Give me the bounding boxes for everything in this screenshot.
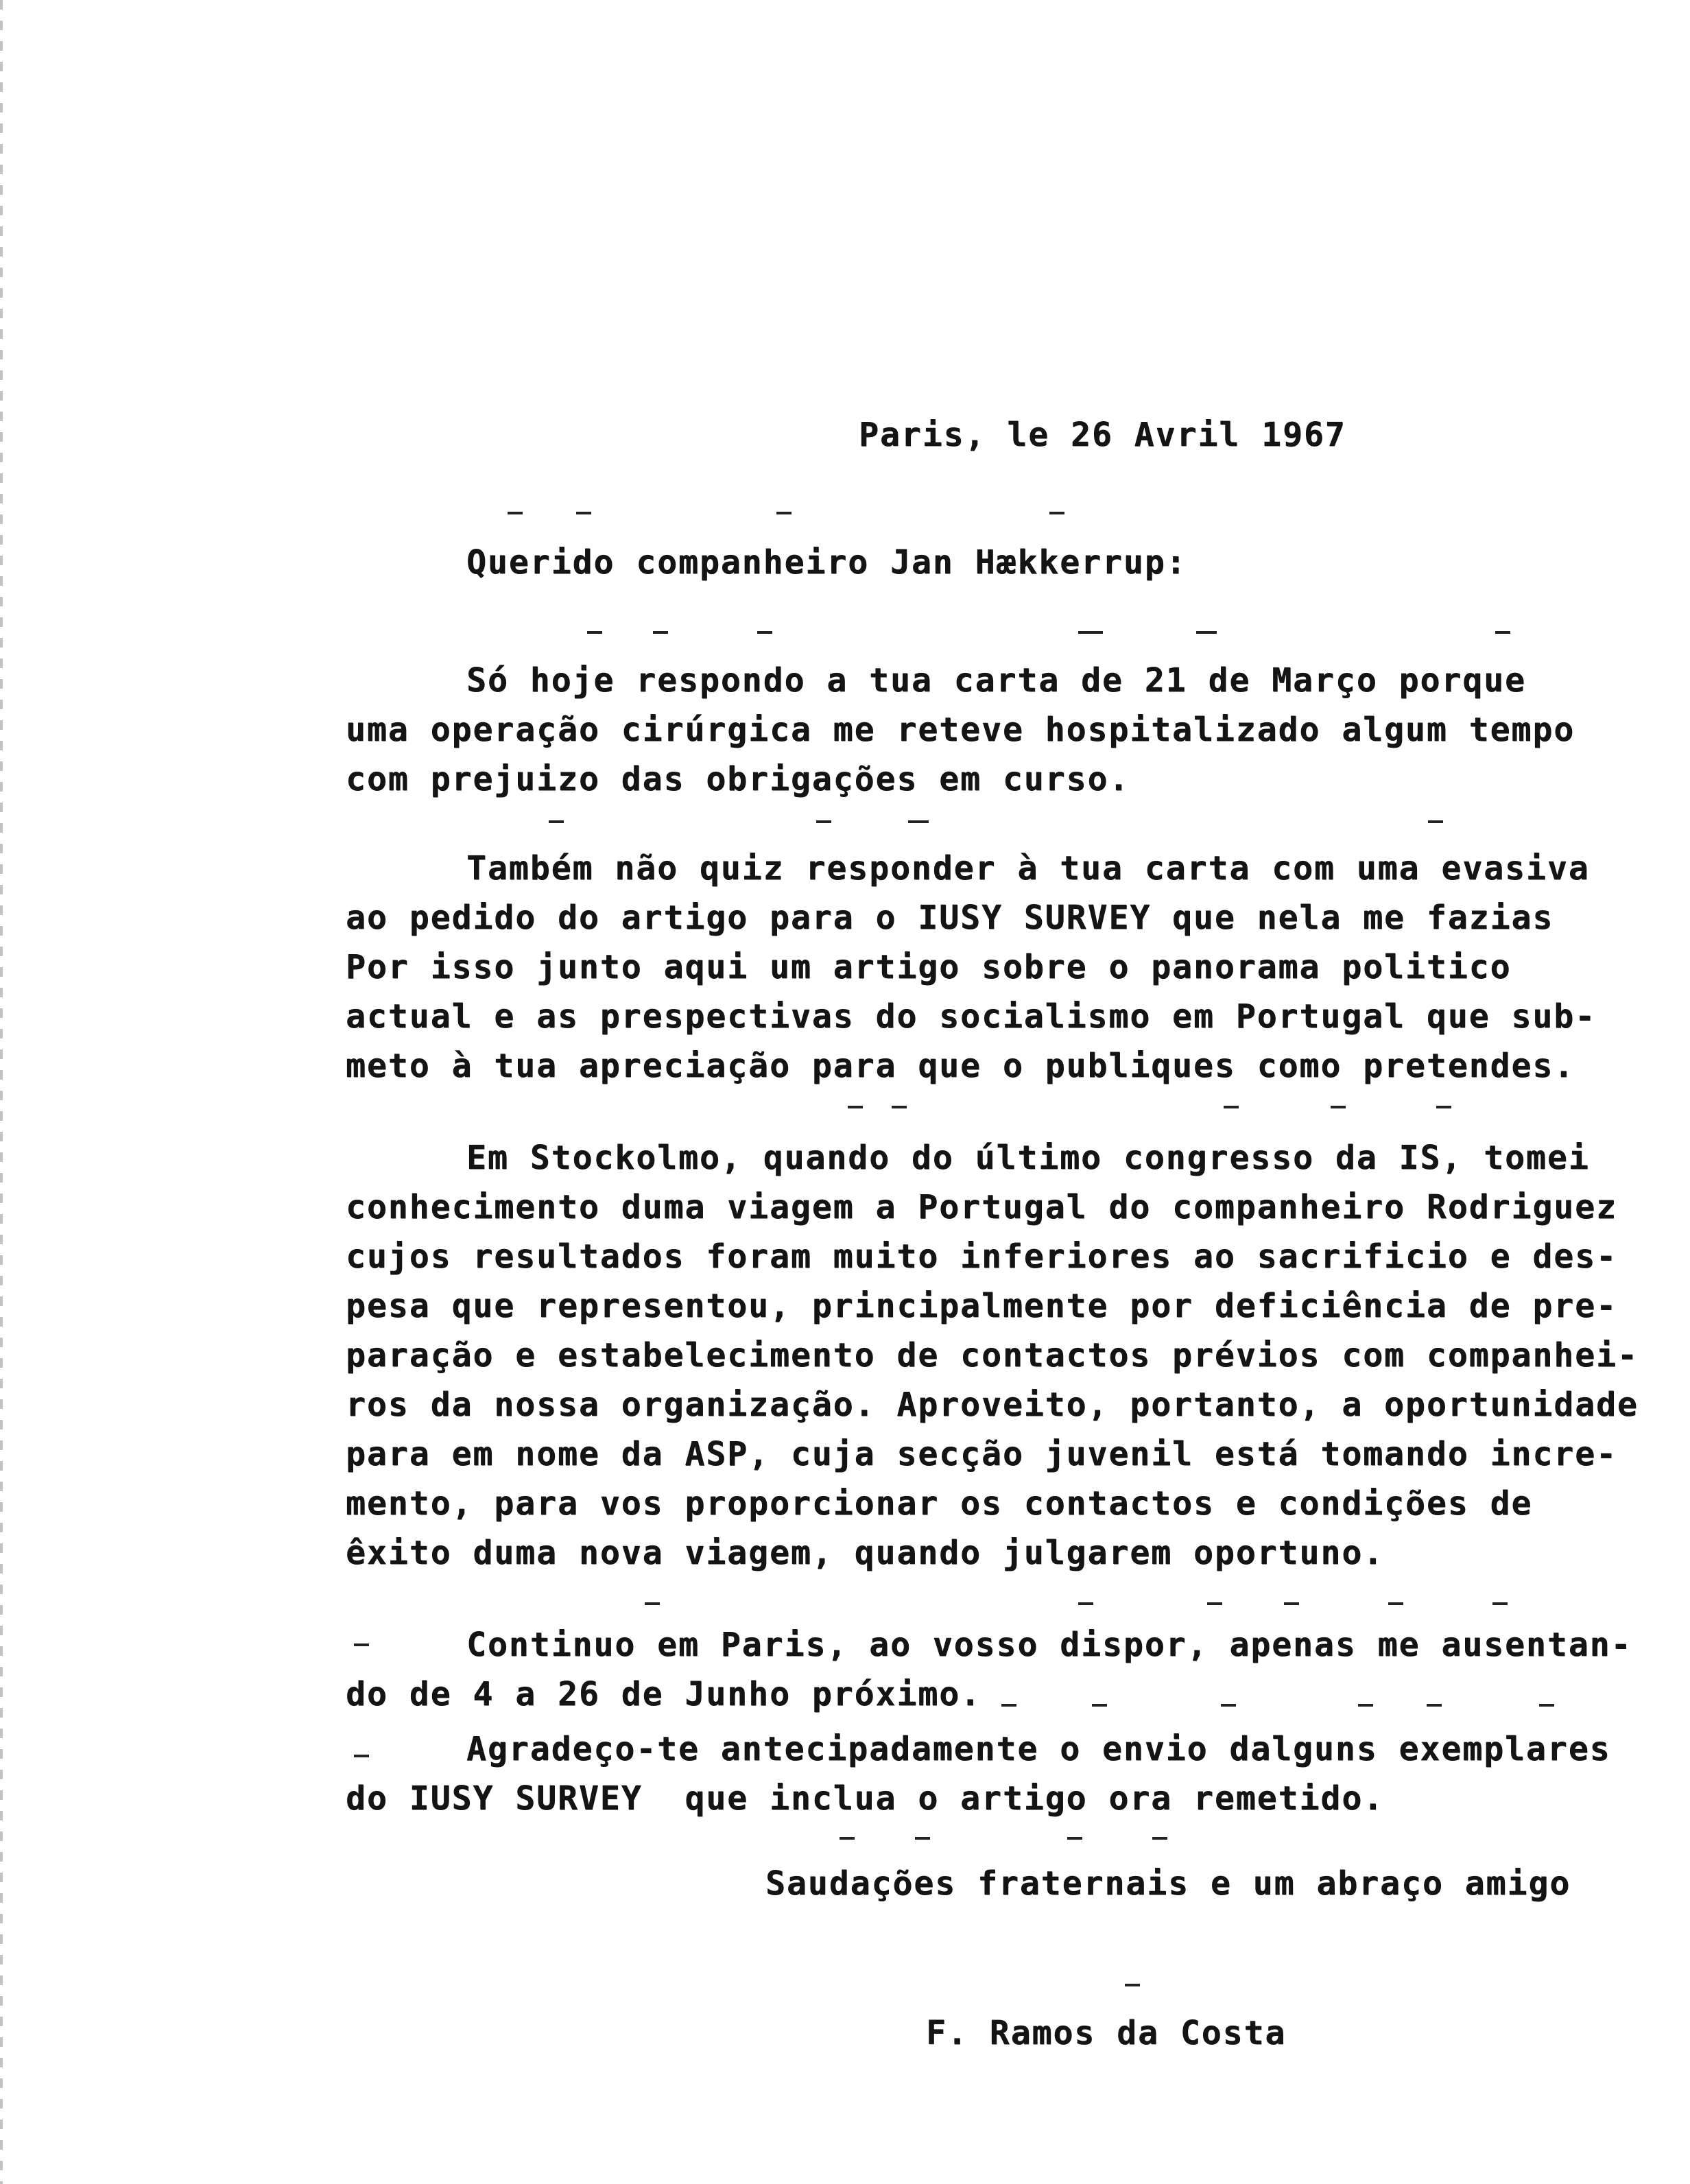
paragraph-5-line-2: do IUSY SURVEY que inclua o artigo ora remetido. (346, 1779, 1385, 1818)
typewriter-marks-row (0, 512, 1690, 516)
paragraph-1-line-1: Só hoje respondo a tua carta de 21 de Março porque (466, 661, 1526, 700)
paragraph-3-line-6: ros da nossa organização. Aproveito, portanto, a oportunidade (346, 1386, 1639, 1424)
typewriter-marks-row (0, 1106, 1690, 1110)
paragraph-1-line-2: uma operação cirúrgica me reteve hospitalizado algum tempo (346, 711, 1575, 749)
typewriter-marks-row (0, 1643, 1690, 1648)
typewriter-marks-row (0, 1984, 1690, 1988)
paragraph-3-line-5: paração e estabelecimento de contactos prévios com companhei- (346, 1336, 1639, 1375)
dateline: Paris, le 26 Avril 1967 (859, 416, 1346, 454)
typewriter-marks-row (0, 1755, 1690, 1759)
typewriter-marks-row (0, 820, 1690, 824)
paragraph-3-line-1: Em Stockolmo, quando do último congresso da IS, tomei (466, 1139, 1590, 1177)
signature: F. Ramos da Costa (926, 2014, 1287, 2052)
paragraph-2-line-2: ao pedido do artigo para o IUSY SURVEY que nela me fazias (346, 899, 1554, 937)
typewriter-marks-row (0, 1602, 1690, 1606)
typewriter-marks-row (0, 1837, 1690, 1841)
paragraph-2-line-5: meto à tua apreciação para que o publiques como pretendes. (346, 1047, 1575, 1085)
paragraph-2-line-3: Por isso junto aqui um artigo sobre o panorama politico (346, 948, 1512, 986)
paragraph-3-line-9: êxito duma nova viagem, quando julgarem oportuno. (346, 1534, 1385, 1572)
scan-edge-mark (0, 0, 3, 2184)
paragraph-2-line-4: actual e as prespectivas do socialismo em Portugal que sub- (346, 997, 1597, 1036)
paragraph-3-line-3: cujos resultados foram muito inferiores ao sacrificio e des- (346, 1237, 1617, 1276)
typewriter-marks-row (0, 631, 1690, 635)
paragraph-1-line-3: com prejuizo das obrigações em curso. (346, 760, 1130, 798)
paragraph-3-line-8: mento, para vos proporcionar os contactos e condições de (346, 1484, 1533, 1523)
paragraph-4-line-2: do de 4 a 26 de Junho próximo. (346, 1675, 981, 1713)
closing: Saudações fraternais e um abraço amigo (765, 1864, 1571, 1903)
paragraph-3-line-4: pesa que representou, principalmente por deficiência de pre- (346, 1287, 1617, 1325)
salutation: Querido companheiro Jan Hækkerrup: (466, 543, 1187, 582)
paragraph-2-line-1: Também não quiz responder à tua carta com uma evasiva (466, 849, 1590, 888)
paragraph-3-line-2: conhecimento duma viagem a Portugal do companheiro Rodriguez (346, 1188, 1617, 1226)
paragraph-4-line-1: Continuo em Paris, ao vosso dispor, apenas me ausentan- (466, 1626, 1632, 1664)
paragraph-3-line-7: para em nome da ASP, cuja secção juvenil está tomando incre- (346, 1435, 1617, 1473)
typewriter-marks-row (0, 1704, 1690, 1708)
paragraph-5-line-1: Agradeço-te antecipadamente o envio dalguns exemplares (466, 1730, 1611, 1768)
